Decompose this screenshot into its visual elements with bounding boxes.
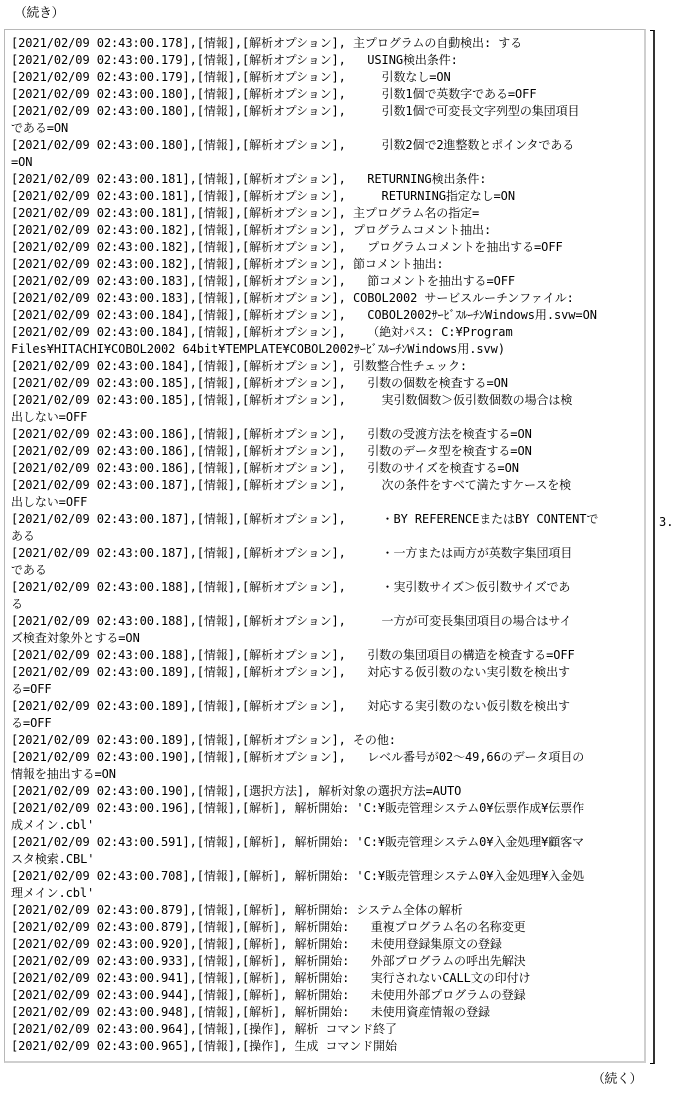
log-line: [2021/02/09 02:43:00.181],[情報],[解析オプション], 主プログラム名の指定=	[11, 206, 480, 220]
log-line: [2021/02/09 02:43:00.179],[情報],[解析オプション], USING検出条件:	[11, 53, 458, 67]
continues-next-label: （続く）	[592, 1072, 643, 1087]
log-line: [2021/02/09 02:43:00.184],[情報],[解析オプション], 引数整合性チェック:	[11, 359, 468, 373]
log-line: [2021/02/09 02:43:00.188],[情報],[解析オプション], 一方が可変長集団項目の場合はサイ	[11, 614, 572, 628]
log-line: [2021/02/09 02:43:00.181],[情報],[解析オプション], RETURNING検出条件:	[11, 172, 487, 186]
log-line: [2021/02/09 02:43:00.190],[情報],[選択方法], 解析対象の選択方法=AUTO	[11, 784, 462, 798]
log-line: [2021/02/09 02:43:00.189],[情報],[解析オプション], 対応する仮引数のない実引数を検出す	[11, 665, 570, 679]
log-line: 出しない=OFF	[11, 495, 88, 509]
log-line: [2021/02/09 02:43:00.185],[情報],[解析オプション], 引数の個数を検査する=ON	[11, 376, 508, 390]
log-line: [2021/02/09 02:43:00.184],[情報],[解析オプション], （絶対パス: C:¥Program	[11, 325, 513, 339]
log-line: である=ON	[11, 121, 69, 135]
log-line: Files¥HITACHI¥COBOL2002 64bit¥TEMPLATE¥COBOL2002ｻｰﾋﾞｽﾙｰﾁﾝWindows用.svw)	[11, 342, 505, 356]
continued-from-previous-label: （続き）	[14, 6, 65, 21]
log-line: [2021/02/09 02:43:00.189],[情報],[解析オプション], 対応する実引数のない仮引数を検出す	[11, 699, 570, 713]
log-line: [2021/02/09 02:43:00.920],[情報],[解析], 解析開始: 未使用登録集原文の登録	[11, 937, 502, 951]
log-line: [2021/02/09 02:43:00.183],[情報],[解析オプション], 節コメントを抽出する=OFF	[11, 274, 516, 288]
log-line: 情報を抽出する=ON	[11, 767, 116, 781]
log-line: [2021/02/09 02:43:00.948],[情報],[解析], 解析開始: 未使用資産情報の登録	[11, 1005, 490, 1019]
log-line: [2021/02/09 02:43:00.187],[情報],[解析オプション], ・一方または両方が英数字集団項目	[11, 546, 573, 560]
log-line: である	[11, 563, 47, 577]
log-lines	[11, 35, 635, 1055]
log-line: [2021/02/09 02:43:00.964],[情報],[操作], 解析 コマンド終了	[11, 1022, 397, 1036]
log-line: [2021/02/09 02:43:00.183],[情報],[解析オプション], COBOL2002 サービスルーチンファイル:	[11, 291, 574, 305]
log-line: [2021/02/09 02:43:00.186],[情報],[解析オプション], 引数の受渡方法を検査する=ON	[11, 427, 532, 441]
log-line: 出しない=OFF	[11, 410, 88, 424]
log-line: [2021/02/09 02:43:00.180],[情報],[解析オプション], 引数1個で可変長文字列型の集団項目	[11, 104, 580, 118]
log-line: [2021/02/09 02:43:00.186],[情報],[解析オプション], 引数のデータ型を検査する=ON	[11, 444, 532, 458]
log-line: [2021/02/09 02:43:00.933],[情報],[解析], 解析開始: 外部プログラムの呼出先解決	[11, 954, 526, 968]
log-line: [2021/02/09 02:43:00.182],[情報],[解析オプション], プログラムコメントを抽出する=OFF	[11, 240, 563, 254]
page-number: 3.	[659, 515, 674, 529]
log-line: [2021/02/09 02:43:00.189],[情報],[解析オプション], その他:	[11, 733, 396, 747]
log-line: [2021/02/09 02:43:00.181],[情報],[解析オプション], RETURNING指定なし=ON	[11, 189, 515, 203]
log-line: ある	[11, 529, 35, 543]
log-line: [2021/02/09 02:43:00.708],[情報],[解析], 解析開始: 'C:¥販売管理システム0¥入金処理¥入金処	[11, 869, 585, 883]
log-line: [2021/02/09 02:43:00.182],[情報],[解析オプション], 節コメント抽出:	[11, 257, 444, 271]
log-line: 理メイン.cbl'	[11, 886, 95, 900]
log-line: [2021/02/09 02:43:00.179],[情報],[解析オプション], 引数なし=ON	[11, 70, 451, 84]
log-line: る=OFF	[11, 682, 52, 696]
log-line: [2021/02/09 02:43:00.879],[情報],[解析], 解析開始: 重複プログラム名の名称変更	[11, 920, 526, 934]
log-line: [2021/02/09 02:43:00.879],[情報],[解析], 解析開始: システム全体の解析	[11, 903, 463, 917]
log-line: =ON	[11, 155, 33, 169]
log-line: [2021/02/09 02:43:00.180],[情報],[解析オプション], 引数1個で英数字である=OFF	[11, 87, 537, 101]
log-line: [2021/02/09 02:43:00.185],[情報],[解析オプション], 実引数個数＞仮引数個数の場合は検	[11, 393, 573, 407]
log-line: る=OFF	[11, 716, 52, 730]
log-line: [2021/02/09 02:43:00.196],[情報],[解析], 解析開始: 'C:¥販売管理システム0¥伝票作成¥伝票作	[11, 801, 585, 815]
log-line: スタ検索.CBL'	[11, 852, 95, 866]
log-line: [2021/02/09 02:43:00.188],[情報],[解析オプション], ・実引数サイズ＞仮引数サイズであ	[11, 580, 571, 594]
log-line: [2021/02/09 02:43:00.965],[情報],[操作], 生成 コマンド開始	[11, 1039, 397, 1053]
log-output-box	[4, 29, 646, 1063]
log-line: [2021/02/09 02:43:00.178],[情報],[解析オプション], 主プログラムの自動検出: する	[11, 36, 523, 50]
log-line: る	[11, 597, 23, 611]
log-line: [2021/02/09 02:43:00.184],[情報],[解析オプション], COBOL2002ｻｰﾋﾞｽﾙｰﾁﾝWindows用.svw=ON	[11, 308, 597, 322]
log-line: [2021/02/09 02:43:00.182],[情報],[解析オプション], プログラムコメント抽出:	[11, 223, 492, 237]
log-line: [2021/02/09 02:43:00.944],[情報],[解析], 解析開始: 未使用外部プログラムの登録	[11, 988, 526, 1002]
log-line: [2021/02/09 02:43:00.190],[情報],[解析オプション], レベル番号が02～49,66のデータ項目の	[11, 750, 585, 764]
log-line: [2021/02/09 02:43:00.180],[情報],[解析オプション], 引数2個で2進整数とポインタである	[11, 138, 575, 152]
log-line: [2021/02/09 02:43:00.188],[情報],[解析オプション], 引数の集団項目の構造を検査する=OFF	[11, 648, 575, 662]
log-line: [2021/02/09 02:43:00.186],[情報],[解析オプション], 引数のサイズを検査する=ON	[11, 461, 519, 475]
log-line: [2021/02/09 02:43:00.187],[情報],[解析オプション], 次の条件をすべて満たすケースを検	[11, 478, 572, 492]
log-line: [2021/02/09 02:43:00.187],[情報],[解析オプション], ・BY REFERENCEまたはBY CONTENTで	[11, 512, 599, 526]
page-margin-bracket	[650, 30, 655, 1064]
log-line: [2021/02/09 02:43:00.591],[情報],[解析], 解析開始: 'C:¥販売管理システム0¥入金処理¥顧客マ	[11, 835, 585, 849]
log-line: ズ検査対象外とする=ON	[11, 631, 140, 645]
log-line: [2021/02/09 02:43:00.941],[情報],[解析], 解析開始: 実行されないCALL文の印付け	[11, 971, 531, 985]
log-line: 成メイン.cbl'	[11, 818, 95, 832]
